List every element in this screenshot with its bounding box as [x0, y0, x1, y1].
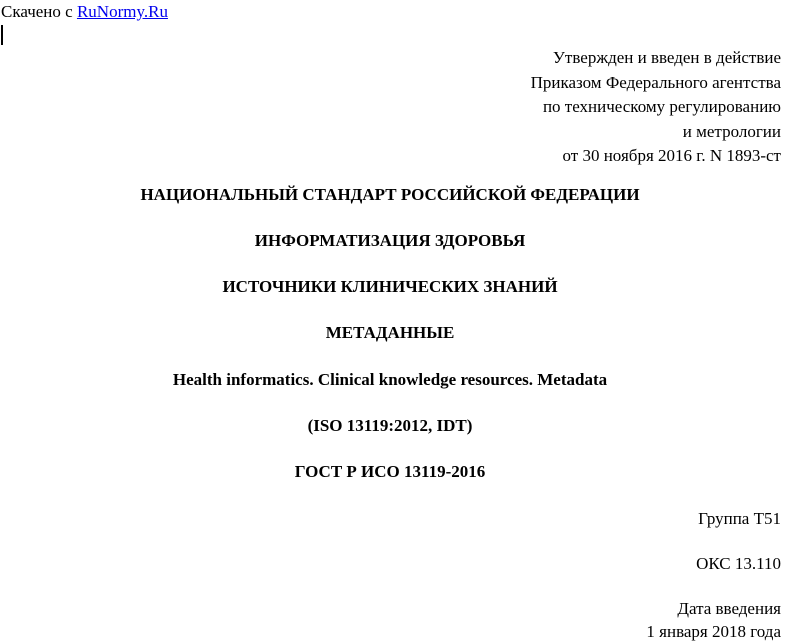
approval-line: Приказом Федерального агентства [530, 72, 781, 92]
source-line [1, 2, 168, 22]
gost-number: ГОСТ Р ИСО 13119-2016 [294, 462, 486, 481]
approval-line: от 30 ноября 2016 г. N 1893-ст [562, 146, 781, 165]
source-prefix: Скачено с [1, 2, 77, 21]
approval-line: и метрологии [682, 121, 781, 141]
introduction-label: Дата введения [677, 599, 781, 618]
english-title: Health informatics. Clinical knowledge resources. Metadata [172, 370, 608, 389]
title-line-2: ИСТОЧНИКИ КЛИНИЧЕСКИХ ЗНАНИЙ [222, 277, 558, 296]
title-line-1: ИНФОРМАТИЗАЦИЯ ЗДОРОВЬЯ [254, 231, 526, 250]
approval-block [531, 46, 781, 169]
group-code: Группа Т51 [698, 509, 781, 528]
iso-reference: (ISO 13119:2012, IDT) [307, 416, 473, 435]
introduction-date: 1 января 2018 года [646, 622, 781, 641]
national-standard-heading: НАЦИОНАЛЬНЫЙ СТАНДАРТ РОССИЙСКОЙ ФЕДЕРАЦИИ [140, 185, 640, 204]
approval-line: Утвержден и введен в действие [552, 48, 781, 67]
title-line-3: МЕТАДАННЫЕ [325, 323, 455, 342]
approval-line: по техническому регулированию [542, 97, 781, 116]
source-link[interactable]: RuNormy.Ru [76, 2, 168, 21]
text-cursor [1, 25, 3, 45]
oks-code: ОКС 13.110 [696, 554, 781, 573]
